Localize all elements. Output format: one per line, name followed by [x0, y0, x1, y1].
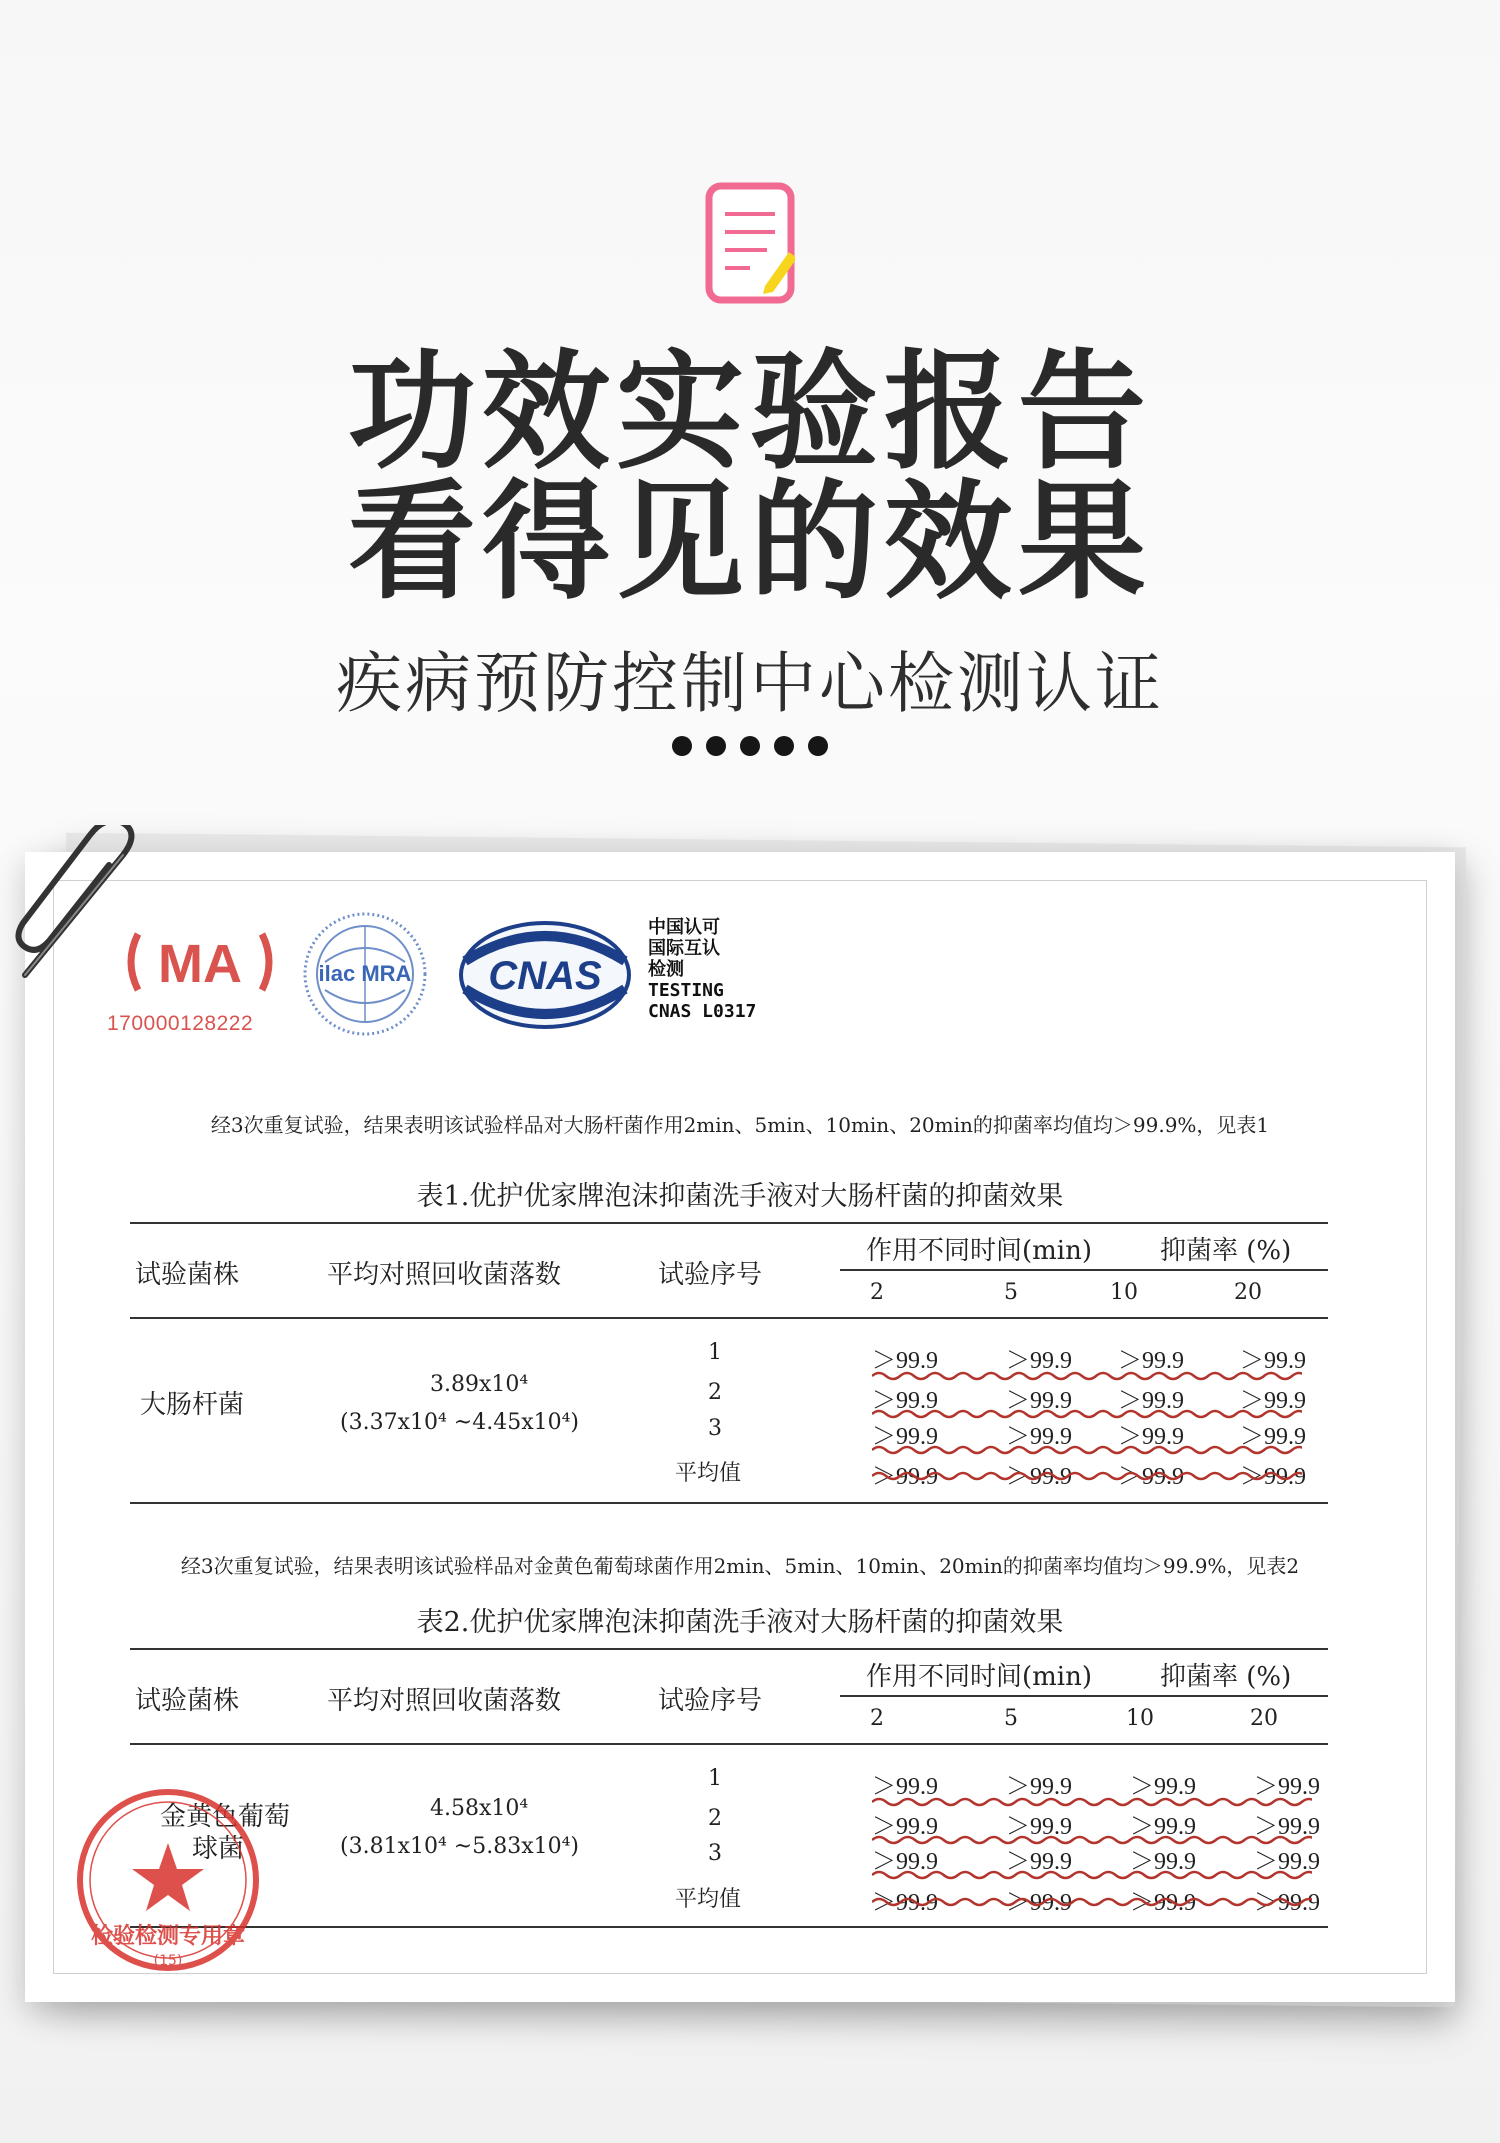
header-avg-count: 平均对照回收菌落数 [327, 1686, 562, 1716]
header-time: 2 [870, 1706, 884, 1731]
rate-value: ＞99.9 [1254, 1814, 1320, 1840]
rate-value: ＞99.9 [872, 1890, 938, 1916]
header-time: 20 [1250, 1706, 1278, 1731]
seq-label: 2 [708, 1806, 722, 1831]
table-rule [130, 1317, 1328, 1319]
rate-value: ＞99.9 [1130, 1890, 1196, 1916]
rate-value: ＞99.9 [1006, 1814, 1072, 1840]
table-rule [130, 1502, 1328, 1504]
ilac-mra-logo [295, 904, 435, 1044]
cma-logo-text: MA [158, 934, 242, 994]
seq-label: 1 [708, 1340, 722, 1365]
inspection-stamp [68, 1785, 268, 1975]
cnas-logo [455, 917, 635, 1037]
table-subheader-rule [840, 1269, 1328, 1271]
divider-dot [706, 736, 726, 756]
stamp-bottom-text: 检验检测专用章 [90, 1924, 246, 1949]
header-time: 5 [1004, 1280, 1018, 1305]
seq-label: 3 [708, 1841, 722, 1866]
strain-name-line-2: 球菌 [192, 1834, 245, 1864]
strain-name-line-1: 金黄色葡萄 [160, 1802, 291, 1832]
cma-code: 170000128222 [107, 1012, 254, 1035]
seq-label: 1 [708, 1766, 722, 1791]
table1-title: 表1.优护优家牌泡沫抑菌洗手液对大肠杆菌的抑菌效果 [416, 1181, 1064, 1212]
wavy-strikethrough [872, 1470, 1302, 1482]
wavy-underline [872, 1834, 1312, 1846]
table2-intro: 经3次重复试验，结果表明该试验样品对金黄色葡萄球菌作用2min、5min、10min、20min的抑菌率均值均＞99.9%，见表2 [180, 1554, 1300, 1578]
seq-label: 平均值 [675, 1461, 742, 1486]
rate-value: ＞99.9 [1118, 1464, 1184, 1490]
table-rule [130, 1222, 1328, 1224]
avg-count-range: (3.37x10⁴ ~4.45x10⁴) [340, 1410, 580, 1435]
report-document-icon [705, 182, 795, 307]
wavy-strikethrough [872, 1896, 1312, 1908]
paperclip-icon [5, 825, 160, 990]
table2 [130, 1648, 1328, 1928]
table2-title: 表2.优护优家牌泡沫抑菌洗手液对大肠杆菌的抑菌效果 [416, 1607, 1064, 1638]
header-time-group: 作用不同时间(min) [866, 1662, 1093, 1692]
rate-value: ＞99.9 [872, 1348, 938, 1374]
avg-count-main: 3.89x10⁴ [430, 1372, 529, 1397]
wavy-underline [872, 1444, 1302, 1456]
rate-value: ＞99.9 [1240, 1388, 1306, 1414]
wavy-underline [872, 1869, 1312, 1881]
rate-value: ＞99.9 [1254, 1890, 1320, 1916]
cnas-label-line: CNAS L0317 [648, 1001, 757, 1022]
seq-label: 3 [708, 1416, 722, 1441]
wavy-underline [872, 1796, 1312, 1808]
rate-value: ＞99.9 [872, 1849, 938, 1875]
cnas-label-line: TESTING [648, 980, 724, 1001]
rate-value: ＞99.9 [1006, 1849, 1072, 1875]
rate-value: ＞99.9 [1118, 1424, 1184, 1450]
divider-dot [808, 736, 828, 756]
table-rule [130, 1648, 1328, 1650]
rate-value: ＞99.9 [872, 1774, 938, 1800]
avg-count-main: 4.58x10⁴ [430, 1796, 529, 1821]
divider-dot [740, 736, 760, 756]
rate-value: ＞99.9 [1240, 1424, 1306, 1450]
seq-label: 2 [708, 1380, 722, 1405]
rate-value: ＞99.9 [1240, 1348, 1306, 1374]
header-seq: 试验序号 [658, 1260, 763, 1290]
cnas-label-line: 中国认可 [648, 917, 720, 938]
header-time: 20 [1234, 1280, 1262, 1305]
table-rule [130, 1926, 1328, 1928]
header-time: 10 [1110, 1280, 1138, 1305]
stamp-star-icon [132, 1843, 204, 1911]
table-subheader-rule [840, 1695, 1328, 1697]
wavy-underline [872, 1408, 1302, 1420]
header-time: 5 [1004, 1706, 1018, 1731]
header-rate-group: 抑菌率 (%) [1160, 1662, 1292, 1692]
rate-value: ＞99.9 [872, 1388, 938, 1414]
rate-value: ＞99.9 [1006, 1388, 1072, 1414]
header-strain: 试验菌株 [135, 1260, 240, 1290]
rate-value: ＞99.9 [872, 1464, 938, 1490]
divider-dot [774, 736, 794, 756]
rate-value: ＞99.9 [1118, 1348, 1184, 1374]
rate-value: ＞99.9 [1006, 1424, 1072, 1450]
avg-count-range: (3.81x10⁴ ~5.83x10⁴) [340, 1834, 580, 1859]
ilac-logo-text: ilac MRA [318, 961, 412, 986]
rate-value: ＞99.9 [1006, 1890, 1072, 1916]
rate-value: ＞99.9 [1240, 1464, 1306, 1490]
header-time: 2 [870, 1280, 884, 1305]
rate-value: ＞99.9 [1130, 1849, 1196, 1875]
table-rule [130, 1743, 1328, 1745]
table1 [130, 1222, 1328, 1512]
header-avg-count: 平均对照回收菌落数 [327, 1260, 562, 1290]
header-seq: 试验序号 [658, 1686, 763, 1716]
rate-value: ＞99.9 [872, 1814, 938, 1840]
strain-name: 大肠杆菌 [140, 1390, 245, 1420]
cnas-accreditation-label [648, 917, 756, 1022]
page-title-line-1: 功效实验报告 [347, 338, 1152, 487]
rate-value: ＞99.9 [1006, 1464, 1072, 1490]
header-rate-group: 抑菌率 (%) [1160, 1236, 1292, 1266]
table1-intro: 经3次重复试验，结果表明该试验样品对大肠杆菌作用2min、5min、10min、20min的抑菌率均值均＞99.9%，见表1 [210, 1113, 1270, 1137]
wavy-underline [872, 1370, 1302, 1382]
page-title-line-2: 看得见的效果 [347, 468, 1152, 617]
rate-value: ＞99.9 [1130, 1814, 1196, 1840]
rate-value: ＞99.9 [1006, 1774, 1072, 1800]
divider-dot [672, 736, 692, 756]
header-time-group: 作用不同时间(min) [866, 1236, 1093, 1266]
rate-value: ＞99.9 [1254, 1774, 1320, 1800]
cnas-logo-text: CNAS [488, 954, 602, 998]
cnas-label-line: 检测 [648, 959, 684, 980]
rate-value: ＞99.9 [1254, 1849, 1320, 1875]
page-subtitle: 疾病预防控制中心检测认证 [336, 645, 1164, 722]
dot-divider [0, 736, 1500, 756]
rate-value: ＞99.9 [872, 1424, 938, 1450]
seq-label: 平均值 [675, 1887, 742, 1912]
cnas-label-line: 国际互认 [648, 938, 720, 959]
rate-value: ＞99.9 [1006, 1348, 1072, 1374]
stamp-number: (15) [153, 1953, 183, 1969]
header-strain: 试验菌株 [135, 1686, 240, 1716]
rate-value: ＞99.9 [1130, 1774, 1196, 1800]
rate-value: ＞99.9 [1118, 1388, 1184, 1414]
header-time: 10 [1126, 1706, 1154, 1731]
